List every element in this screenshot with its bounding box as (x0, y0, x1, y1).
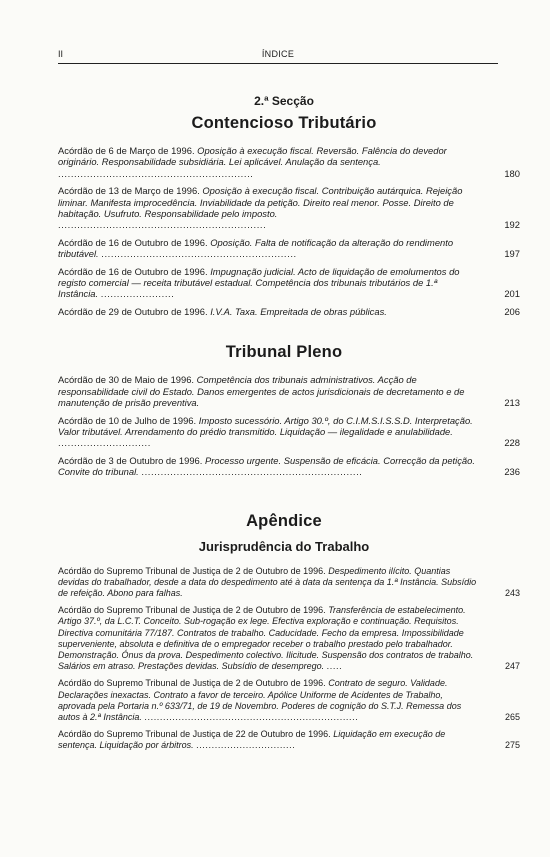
entry-list (58, 566, 520, 752)
section-title: Apêndice (246, 511, 322, 530)
entry-court: Acórdão de 16 de Outubro de 1996. (58, 265, 208, 277)
section-title: Tribunal Pleno (225, 343, 343, 362)
entry-description: I.V.A. Taxa. Empreitada de obras públicas. (210, 305, 387, 317)
entry-court: Acórdão do Supremo Tribunal de Justiça de 2 de Outubro de 1996. (58, 565, 326, 576)
entry-list (58, 374, 520, 477)
entry-court: Acórdão de 6 de Março de 1996. (58, 145, 195, 156)
entry-page: 247 (504, 661, 520, 672)
entry-list (58, 145, 520, 317)
entry-description: Oposição à execução fiscal. Reversão. Falência do devedor originário. Responsabilidade subsidiária. Lei aplicável. Anulação da sentença. (58, 145, 447, 168)
section-tribunal-pleno (58, 343, 520, 477)
index-entry[interactable]: Acórdão de 16 de Outubro de 1996. Oposição. Falta de notificação da alteração do rendimento tributável. ............................................................. 197 (58, 236, 520, 260)
entry-page: 236 (504, 466, 520, 478)
index-entry[interactable] (58, 306, 520, 317)
entry-page: 228 (504, 437, 520, 449)
entry-description: Oposição à execução fiscal. Contribuição autárquica. Rejeição liminar. Manifesta improcedência. Inviabilidade da petição. Direito real menor. Posse. Direito de habitação. Usufruto. Responsabilidade pelo imposto. (58, 185, 463, 220)
entry-description: Oposição. Falta de notificação da alteração do rendimento tributável. (58, 236, 454, 260)
index-content (58, 94, 520, 758)
running-title: ÍNDICE (261, 49, 295, 59)
index-entry[interactable]: Acórdão de 10 de Julho de 1996. Imposto sucessório. Artigo 30.º, do C.I.M.S.I.S.S.D. Interpretação. Valor tributável. Arrendamento do prédio transmitido. Liquidação — ilegalidade e anulabilidade. ............................. 228 (58, 414, 520, 449)
section-title: Contencioso Tributário (191, 114, 377, 132)
entry-page: 180 (504, 167, 520, 179)
section-contencioso (58, 94, 520, 317)
entry-page: 243 (504, 587, 520, 598)
page-number: II (58, 49, 64, 59)
entry-description: Despedimento ilícito. Quantias devidas do trabalhador, desde a data do despedimento até à data da sentença da 1.ª Instância. Subsídio de refeição. Abono para falhas. (58, 565, 477, 598)
entry-description: Impugnação judicial. Acto de liquidação de emolumentos do registo comercial — receita tributável estadual. Competência dos tribunais tributários de 1.ª Instância. (58, 265, 460, 300)
section-subtitle: Jurisprudência do Trabalho (198, 538, 370, 554)
index-entry[interactable]: Acórdão de 3 de Outubro de 1996. Processo urgente. Suspensão de eficácia. Correcção da petição. Convite do tribunal. ..................................................................... 236 (58, 454, 520, 478)
entry-court: Acórdão de 10 de Julho de 1996. (58, 414, 197, 426)
entry-court: Acórdão de 13 de Março de 1996. (58, 185, 200, 197)
entry-page: 192 (504, 219, 520, 231)
entry-page: 265 (504, 711, 520, 722)
entry-court: Acórdão do Supremo Tribunal de Justiça de 2 de Outubro de 1996. (58, 605, 326, 616)
entry-page: 197 (504, 248, 520, 260)
entry-description: Contrato de seguro. Validade. Declarações inexactas. Contrato a favor de terceiro. Apólice Uniforme de Acidentes de Trabalho, aprovada pela Portaria n.º 633/71, de 19 de Novembro. Poderes de cognição do S.T.J. Remessa dos autos à 2.ª Instância. (58, 678, 462, 722)
entry-page: 206 (504, 305, 520, 317)
entry-court: Acórdão de 3 de Outubro de 1996. (58, 454, 203, 466)
entry-description: Processo urgente. Suspensão de eficácia. Correcção da petição. Convite do tribunal. (58, 454, 475, 478)
index-entry[interactable] (58, 374, 520, 408)
entry-description: Transferência de estabelecimento. Artigo 37.º, da L.C.T. Conceito. Sub-rogação ex lege. Efectiva exploração e continuação. Requisitos. Directiva comunitária 77/187. Contratos de trabalho. Caducidade. Fecho da empresa. Impossibilidade superveniente, absoluta e definitiva de o empregador receber o trabalho prestado pelo trabalhador. Demonstração. Ónus da prova. Despedimento colectivo. Ilicitude. Suspensão dos contratos de trabalho. Salários em atraso. Prestações devidas. Subsídio de desemprego. (58, 605, 474, 672)
entry-court: Acórdão de 29 de Outubro de 1996. (58, 305, 208, 317)
index-entry[interactable]: Acórdão do Supremo Tribunal de Justiça de 22 de Outubro de 1996. Liquidação em execução de sentença. Liquidação por árbitros. ................................ 275 (58, 729, 520, 751)
entry-page: 201 (504, 288, 520, 300)
entry-court: Acórdão do Supremo Tribunal de Justiça de 22 de Outubro de 1996. (58, 729, 331, 740)
entry-page: 275 (504, 740, 520, 751)
index-entry[interactable] (58, 566, 520, 600)
header-rule (58, 63, 498, 64)
entry-description: Liquidação em execução de sentença. Liquidação por árbitros. (58, 729, 446, 751)
entry-page: 213 (504, 397, 520, 409)
entry-description: Competência dos tribunais administrativos. Acção de responsabilidade civil do Estado. Danos emergentes de actos jurisdicionais de decretamento e de manutenção de prisão preventiva. (58, 374, 465, 409)
entry-court: Acórdão do Supremo Tribunal de Justiça de 2 de Outubro de 1996. (58, 678, 326, 689)
entry-court: Acórdão de 16 de Outubro de 1996. (58, 236, 208, 248)
index-entry[interactable]: Acórdão de 6 de Março de 1996. Oposição à execução fiscal. Reversão. Falência do devedor originário. Responsabilidade subsidiária. Lei aplicável. Anulação da sentença. ............................................................. 180 (58, 145, 520, 179)
entry-court: Acórdão de 30 de Maio de 1996. (58, 374, 195, 386)
section-apendice (58, 512, 520, 752)
running-head (58, 49, 498, 63)
index-entry[interactable]: Acórdão de 16 de Outubro de 1996. Impugnação judicial. Acto de liquidação de emolumentos do registo comercial — receita tributável estadual. Competência dos tribunais tributários de 1.ª Instância. ....................... 201 (58, 265, 520, 300)
section-label: 2.ª Secção (254, 94, 314, 108)
index-entry[interactable]: Acórdão do Supremo Tribunal de Justiça de 2 de Outubro de 1996. Contrato de seguro. Validade. Declarações inexactas. Contrato a favor de terceiro. Apólice Uniforme de Acidentes de Trabalho, aprovada pela Portaria n.º 633/71, de 19 de Novembro. Poderes de cognição do S.T.J. Remessa dos autos à 2.ª Instância. ..................................................................... 265 (58, 678, 520, 722)
entry-description: Imposto sucessório. Artigo 30.º, do C.I.M.S.I.S.S.D. Interpretação. Valor tributável. Arrendamento do prédio transmitido. Liquidação — ilegalidade e anulabilidade. (58, 414, 473, 437)
index-entry[interactable]: Acórdão do Supremo Tribunal de Justiça de 2 de Outubro de 1996. Transferência de estabelecimento. Artigo 37.º, da L.C.T. Conceito. Sub-rogação ex lege. Efectiva exploração e continuação. Requisitos. Directiva comunitária 77/187. Contratos de trabalho. Caducidade. Fecho da empresa. Impossibilidade superveniente, absoluta e definitiva de o empregador receber o trabalho prestado pelo trabalhador. Demonstração. Ónus da prova. Despedimento colectivo. Ilicitude. Suspensão dos contratos de trabalho. Salários em atraso. Prestações devidas. Subsídio de desemprego. ..... 247 (58, 605, 520, 672)
index-entry[interactable]: Acórdão de 13 de Março de 1996. Oposição à execução fiscal. Contribuição autárquica. Rejeição liminar. Manifesta improcedência. Inviabilidade da petição. Direito real menor. Posse. Direito de habitação. Usufruto. Responsabilidade pelo imposto. ................................................................. 192 (58, 185, 520, 231)
